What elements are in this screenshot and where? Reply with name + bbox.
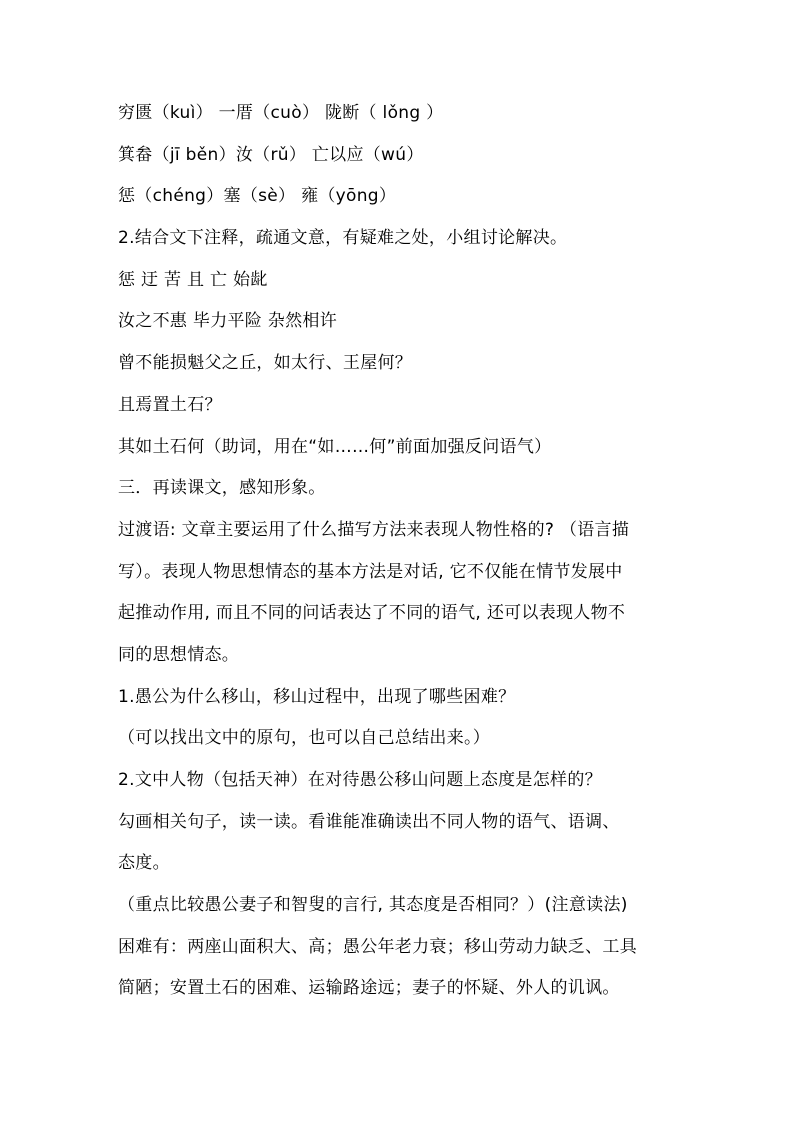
question-1-note: （可以找出文中的原句，也可以自己总结出来。） xyxy=(118,728,491,749)
difficulty-line-1: 困难有：两座山面积大、高；愚公年老力衰；移山劳动力缺乏、工具 xyxy=(118,936,637,957)
vocab-line-2: 汝之不惠 毕力平险 杂然相许 xyxy=(118,311,338,332)
section-heading-3: 三．再读课文，感知形象。 xyxy=(118,478,326,499)
pinyin-line-3: 惩（chéng）塞（sè） 雍（yōng） xyxy=(118,186,397,207)
section-step-2: 2.结合文下注释，疏通文意，有疑难之处，小组讨论解决。 xyxy=(118,228,568,249)
question-2-instruction-1: 勾画相关句子，读一读。看谁能准确读出不同人物的语气、语调、 xyxy=(118,811,620,832)
vocab-line-1: 惩 迂 苦 且 亡 始龀 xyxy=(118,269,268,290)
document-body xyxy=(118,103,678,1020)
sentence-line-1: 曾不能损魁父之丘，如太行、王屋何？ xyxy=(118,353,413,374)
question-2-note: （重点比较愚公妻子和智叟的言行, 其态度是否相同？）(注意读法) xyxy=(118,895,628,916)
sentence-line-3: 其如土石何（助词，用在“如……何”前面加强反问语气） xyxy=(118,436,552,457)
pinyin-line-1: 穷匮（kuì） 一厝（cuò） 陇断（ lǒng ） xyxy=(118,103,444,123)
transition-line-3: 起推动作用, 而且不同的问话表达了不同的语气, 还可以表现人物不 xyxy=(118,603,626,624)
difficulty-line-2: 简陋；安置土石的困难、运输路途远；妻子的怀疑、外人的讥讽。 xyxy=(118,978,620,999)
transition-line-1: 过渡语: 文章主要运用了什么描写方法来表现人物性格的? （语言描 xyxy=(118,519,630,540)
sentence-line-2: 且焉置土石？ xyxy=(118,394,222,415)
transition-line-2: 写）。表现人物思想情态的基本方法是对话, 它不仅能在情节发展中 xyxy=(118,561,623,582)
question-2: 2.文中人物（包括天神）在对待愚公移山问题上态度是怎样的？ xyxy=(118,770,602,790)
pinyin-line-2: 箕畚（jī běn）汝（rǔ） 亡以应（wú） xyxy=(118,144,424,165)
transition-line-4: 同的思想情态。 xyxy=(118,644,240,665)
question-1: 1.愚公为什么移山，移山过程中，出现了哪些困难？ xyxy=(118,686,516,707)
question-2-instruction-2: 态度。 xyxy=(118,853,170,874)
